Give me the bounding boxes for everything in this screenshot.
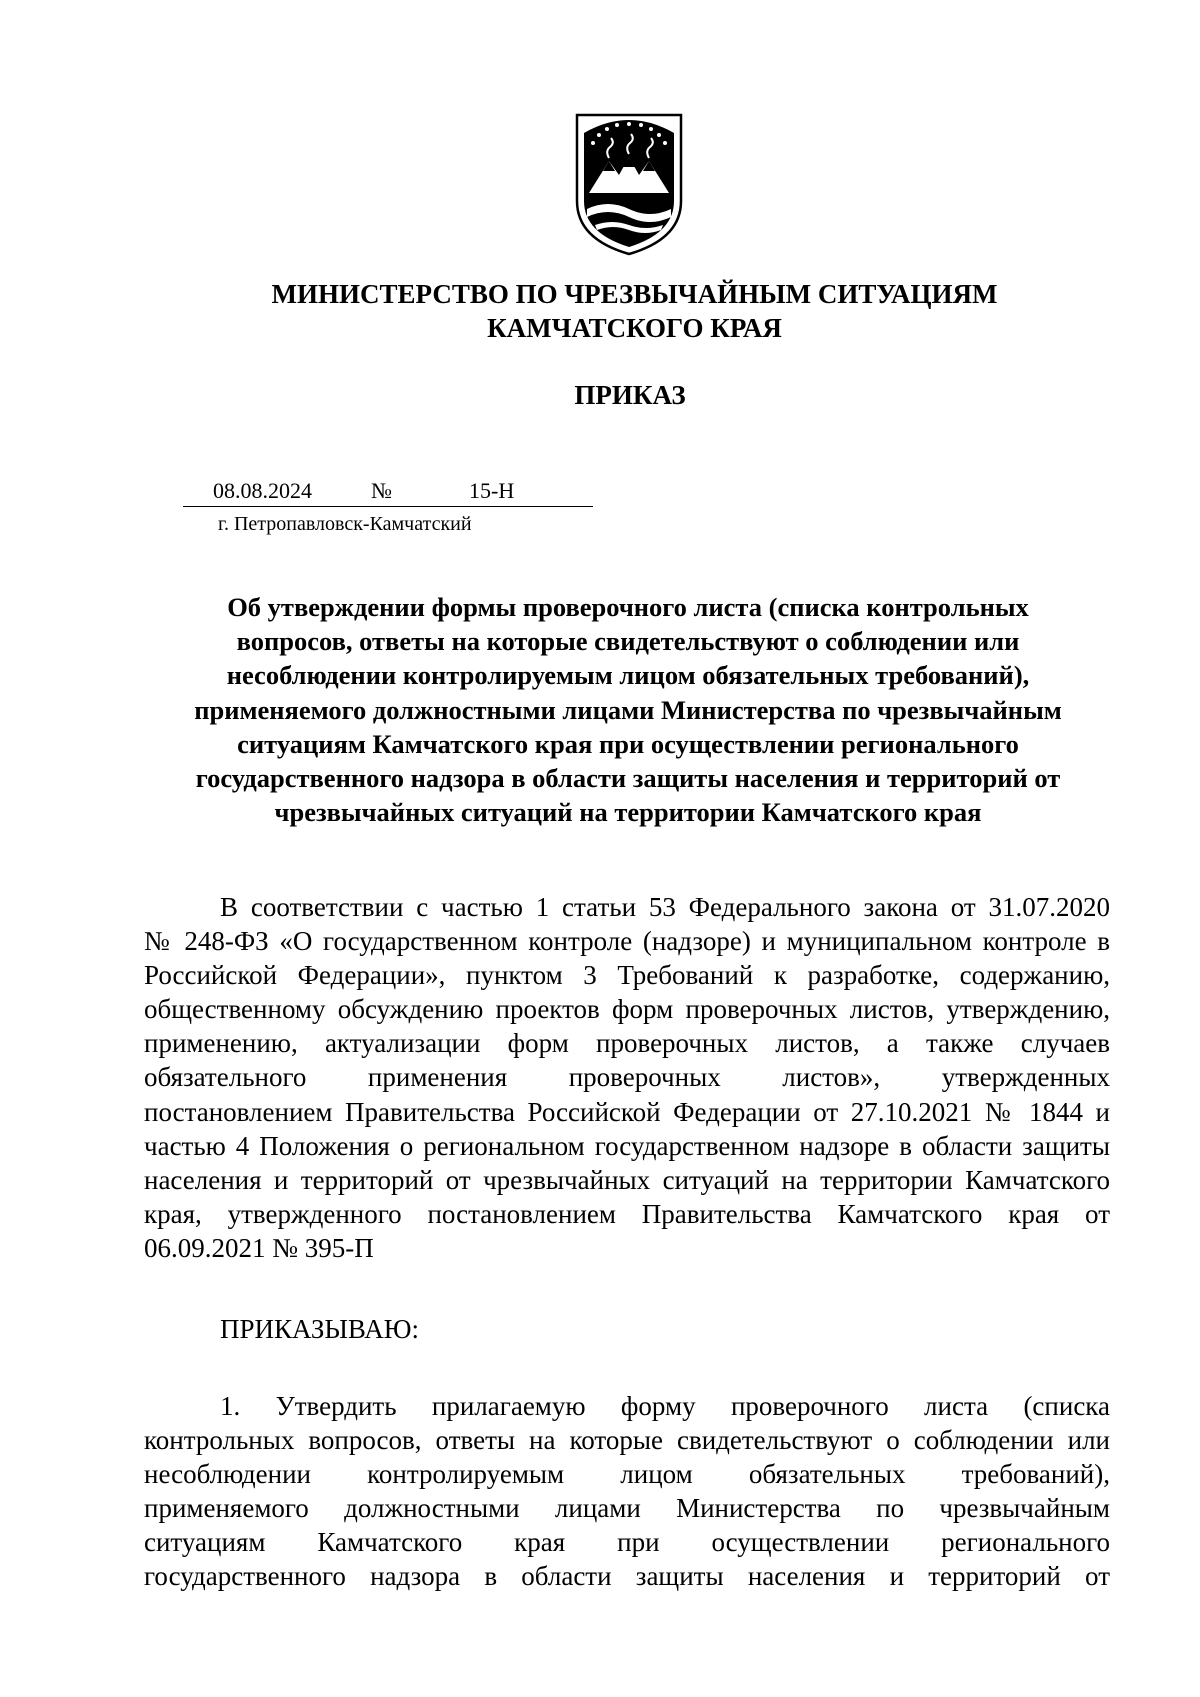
directive-word: ПРИКАЗЫВАЮ: <box>220 1314 419 1344</box>
subject-line: вопросов, ответы на которые свидетельствуют о соблюдении или <box>236 626 1020 657</box>
preamble-line: В соответствии с частью 1 статьи 53 Федерального закона от 31.07.2020 <box>220 892 1110 922</box>
preamble-line: Российской Федерации», пунктом 3 Требований к разработке, содержанию, <box>144 960 1110 991</box>
document-type-title: ПРИКАЗ <box>574 380 686 410</box>
order-number: 15-Н <box>469 478 515 503</box>
order-date: 08.08.2024 <box>213 478 312 503</box>
order-subject-heading <box>153 590 1103 829</box>
item-line: 1. Утвердить прилагаемую форму проверочного листа (списка <box>220 1391 1110 1421</box>
subject-line: применяемого должностными лицами Министерства по чрезвычайным <box>194 694 1062 725</box>
item-line: несоблюдении контролируемым лицом обязательных требований), <box>144 1459 1110 1490</box>
subject-line: ситуациям Камчатского края при осуществлении регионального <box>237 728 1019 759</box>
ministry-name-line-1: МИНИСТЕРСТВО ПО ЧРЕЗВЫЧАЙНЫМ СИТУАЦИЯМ <box>271 279 998 309</box>
ministry-name <box>0 277 1200 345</box>
preamble-line: частью 4 Положения о региональном государственном надзоре в области защиты <box>144 1130 1110 1161</box>
item-line: государственного надзора в области защиты населения и территорий от <box>144 1561 1110 1592</box>
city-name: г. Петропавловск-Камчатский <box>218 513 472 535</box>
ministry-name-line-2: КАМЧАТСКОГО КРАЯ <box>487 313 782 343</box>
preamble-line: № 248-ФЗ «О государственном контроле (надзоре) и муниципальном контроле в <box>144 926 1110 957</box>
subject-line: несоблюдении контролируемым лицом обязательных требований), <box>226 660 1030 691</box>
preamble-line: постановлением Правительства Российской Федерации от 27.10.2021 № 1844 и <box>144 1096 1110 1127</box>
preamble-line: 06.09.2021 № 395-П <box>144 1232 374 1263</box>
preamble-line: общественному обсуждению проектов форм проверочных листов, утверждению, <box>144 994 1110 1025</box>
preamble-line: края, утвержденного постановлением Правительства Камчатского края от <box>144 1198 1110 1229</box>
subject-line: Об утверждении формы проверочного листа (списка контрольных <box>227 592 1029 622</box>
preamble-line: населения и территорий от чрезвычайных ситуаций на территории Камчатского <box>144 1164 1110 1195</box>
requisites-line <box>183 478 593 507</box>
subject-line: государственного надзора в области защиты населения и территорий от <box>195 763 1061 794</box>
order-item-1 <box>144 1389 1110 1594</box>
subject-line: чрезвычайных ситуаций на территории Камчатского края <box>274 797 982 828</box>
number-sign: № <box>371 478 392 503</box>
item-line: контрольных вопросов, ответы на которые свидетельствуют о соблюдении или <box>144 1425 1110 1456</box>
preamble-paragraph <box>144 890 1110 1265</box>
preamble-line: обязательного применения проверочных листов», утвержденных <box>144 1062 1110 1093</box>
item-line: ситуациям Камчатского края при осуществлении регионального <box>144 1527 1110 1558</box>
preamble-line: применению, актуализации форм проверочных листов, а также случаев <box>144 1028 1110 1059</box>
item-line: применяемого должностными лицами Министерства по чрезвычайным <box>144 1493 1110 1524</box>
kamchatka-coat-of-arms-emblem <box>575 113 683 256</box>
